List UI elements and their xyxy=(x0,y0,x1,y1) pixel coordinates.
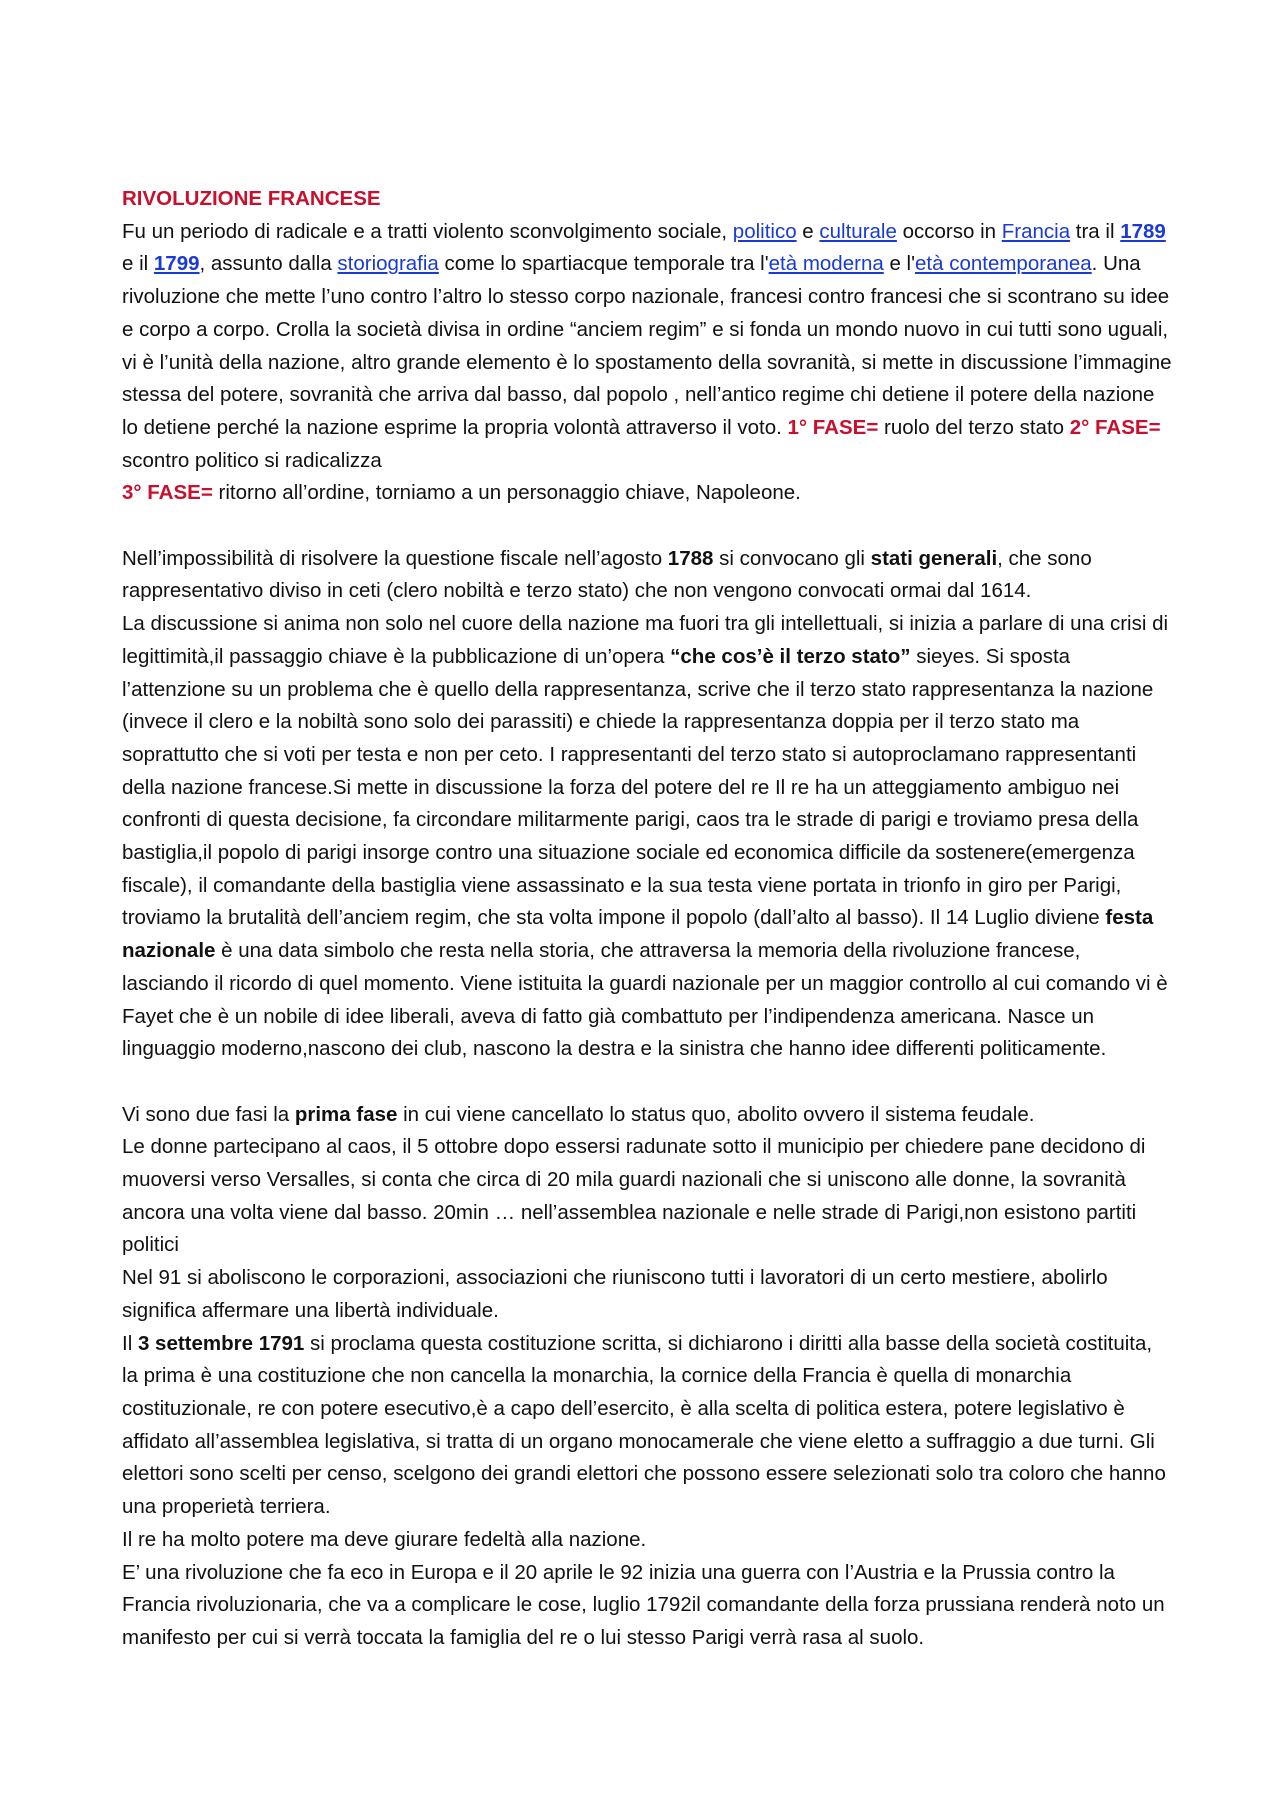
link-culturale[interactable]: culturale xyxy=(819,219,897,243)
paragraph-terzo-stato xyxy=(122,608,1172,1066)
link-1789[interactable]: 1789 xyxy=(1120,219,1166,243)
text-run: Il xyxy=(122,1331,138,1355)
link-eta-contemporanea[interactable]: età contemporanea xyxy=(915,252,1092,276)
bold-text: prima fase xyxy=(294,1102,398,1126)
text-run: Vi sono due fasi la xyxy=(122,1102,295,1126)
text-run: e il xyxy=(122,252,154,276)
link-eta-moderna[interactable]: età moderna xyxy=(768,252,884,276)
paragraph-costituzione xyxy=(122,1328,1172,1524)
text-run: sieyes. Si sposta l’attenzione su un problema che è quello della rappresentanza, scrive che il terzo stato rappresentanza la nazione (invece il clero e la nobiltà sono solo dei parassiti) e chiede la rappresentanza doppia per il terzo stato ma soprattutto che si voti per testa e non per ceto. I rappresentanti del terzo stato si autoproclamano rappresentanti della nazione francese.Si mette in discussione la forza del potere del re Il re ha un atteggiamento ambiguo nei confronti di questa decisione, fa circondare militarmente parigi, caos tra le strade di parigi e troviamo presa della bastiglia,il popolo di parigi insorge contro una situazione sociale ed economica difficile da sostenere(emergenza fiscale), il comandante della bastiglia viene assassinato e la sua testa viene portata in trionfo in giro per Parigi, troviamo la brutalità dell’anciem regim, che sta volta impone il popolo (dall’alto al basso). Il 14 Luglio diviene xyxy=(122,644,1154,930)
bold-text: stati generali xyxy=(870,546,998,570)
text-run: scontro politico si radicalizza xyxy=(122,448,382,472)
text-run: La discussione si anima non solo nel cuore della nazione ma fuori tra gli intellettuali, si inizia a parlare di una crisi di legittimità,il passaggio chiave è la pubblicazione di un’opera xyxy=(122,612,1169,668)
text-run: ruolo del terzo stato xyxy=(878,415,1070,439)
text-run: si convocano gli xyxy=(713,546,871,570)
document-title: RIVOLUZIONE FRANCESE xyxy=(122,187,381,210)
text-run: Nell’impossibilità di risolvere la questione fiscale nell’agosto xyxy=(122,546,668,570)
text-run: come lo spartiacque temporale tra l' xyxy=(438,252,769,276)
paragraph-spacer xyxy=(122,1066,1172,1099)
paragraph-re: Il re ha molto potere ma deve giurare fedeltà alla nazione. xyxy=(122,1527,647,1551)
paragraph-intro xyxy=(122,216,1172,510)
bold-text: 3 settembre 1791 xyxy=(137,1331,305,1355)
bold-text: festa nazionale xyxy=(122,906,1154,963)
text-run: , che sono rappresentativo diviso in ceti (clero nobiltà e terzo stato) che non vengono convocati ormai dal 1614. xyxy=(122,546,1092,603)
text-run: occorso in xyxy=(896,219,1002,243)
text-run: è una data simbolo che resta nella storia, che attraversa la memoria della rivoluzione francese, lasciando il ricordo di quel momento. Viene istituita la guardi nazionale per un maggior controllo al cui comando vi è Fayet che è un nobile di idee liberali, aveva di fatto già combattuto per l’indipendenza americana. Nasce un linguaggio moderno,nascono dei club, nascono la destra e la sinistra che hanno idee differenti politicamente. xyxy=(122,939,1168,1061)
paragraph-europa: E’ una rivoluzione che fa eco in Europa e il 20 aprile le 92 inizia una guerra con l’Austria e la Prussia contro la Francia rivoluzionaria, che va a complicare le cose, luglio 1792il comandante della forza prussiana renderà noto un manifesto per cui si verrà toccata la famiglia del re o lui stesso Parigi verrà rasa al suolo. xyxy=(122,1560,1165,1649)
text-run: . Una rivoluzione che mette l’uno contro l’altro lo stesso corpo nazionale, francesi contro francesi che si scontrano su idee e corpo a corpo. Crolla la società divisa in ordine “anciem regim” e si fonda un mondo nuovo in cui tutti sono uguali, vi è l’unità della nazione, altro grande elemento è lo spostamento della sovranità, si mette in discussione l’immagine stessa del potere, sovranità che arriva dal basso, dal popolo , nell’antico regime chi detiene il potere della nazione lo detiene perché la nazione esprime la propria volontà attraverso il voto. xyxy=(122,252,1172,439)
phase-3-label: 3° FASE= xyxy=(122,481,213,505)
paragraph-donne: Le donne partecipano al caos, il 5 ottobre dopo essersi radunate sotto il municipio per chiedere pane decidono di muoversi verso Versalles, si conta che circa di 20 mila guardi nazionali che si uniscono alle donne, la sovranità ancora una volta viene dal basso. 20min … nell’assemblea nazionale e nelle strade di Parigi,non esistono partiti politici xyxy=(122,1135,1146,1257)
text-run: tra il xyxy=(1070,219,1121,243)
link-1799[interactable]: 1799 xyxy=(153,252,200,276)
paragraph-spacer xyxy=(122,510,1172,543)
text-run: e l' xyxy=(883,252,916,276)
phase-1-label: 1° FASE= xyxy=(787,415,879,439)
text-run: e xyxy=(796,219,820,243)
text-run: Fu un periodo di radicale e a tratti violento sconvolgimento sociale, xyxy=(122,219,733,243)
paragraph-stati-generali xyxy=(122,543,1172,608)
phase-2-label: 2° FASE= xyxy=(1069,415,1161,439)
document-body xyxy=(122,183,1172,1655)
link-storiografia[interactable]: storiografia xyxy=(337,252,439,276)
bold-text: “che cos’è il terzo stato” xyxy=(670,644,911,668)
text-run: ritorno all’ordine, torniamo a un personaggio chiave, Napoleone. xyxy=(212,481,801,505)
paragraph-corporazioni: Nel 91 si aboliscono le corporazioni, associazioni che riuniscono tutti i lavoratori di un certo mestiere, abolirlo significa affermare una libertà individuale. xyxy=(122,1266,1108,1322)
text-run: in cui viene cancellato lo status quo, abolito ovvero il sistema feudale. xyxy=(397,1102,1035,1126)
paragraph-due-fasi xyxy=(122,1099,1172,1132)
link-francia[interactable]: Francia xyxy=(1001,219,1071,243)
text-run: si proclama questa costituzione scritta, si dichiarono i diritti alla basse della società costituita, la prima è una costituzione che non cancella la monarchia, la cornice della Francia è quella di monarchia costituzionale, re con potere esecutivo,è a capo dell’esercito, è alla scelta di politica estera, potere legislativo è affidato all’assemblea legislativa, si tratta di un organo monocamerale che viene eletto a suffraggio a due turni. Gli elettori sono scelti per censo, scelgono dei grandi elettori che possono essere selezionati solo tra coloro che hanno una properietà terriera. xyxy=(122,1331,1166,1519)
bold-text: 1788 xyxy=(667,546,714,570)
text-run: , assunto dalla xyxy=(199,252,338,276)
link-politico[interactable]: politico xyxy=(732,219,797,243)
